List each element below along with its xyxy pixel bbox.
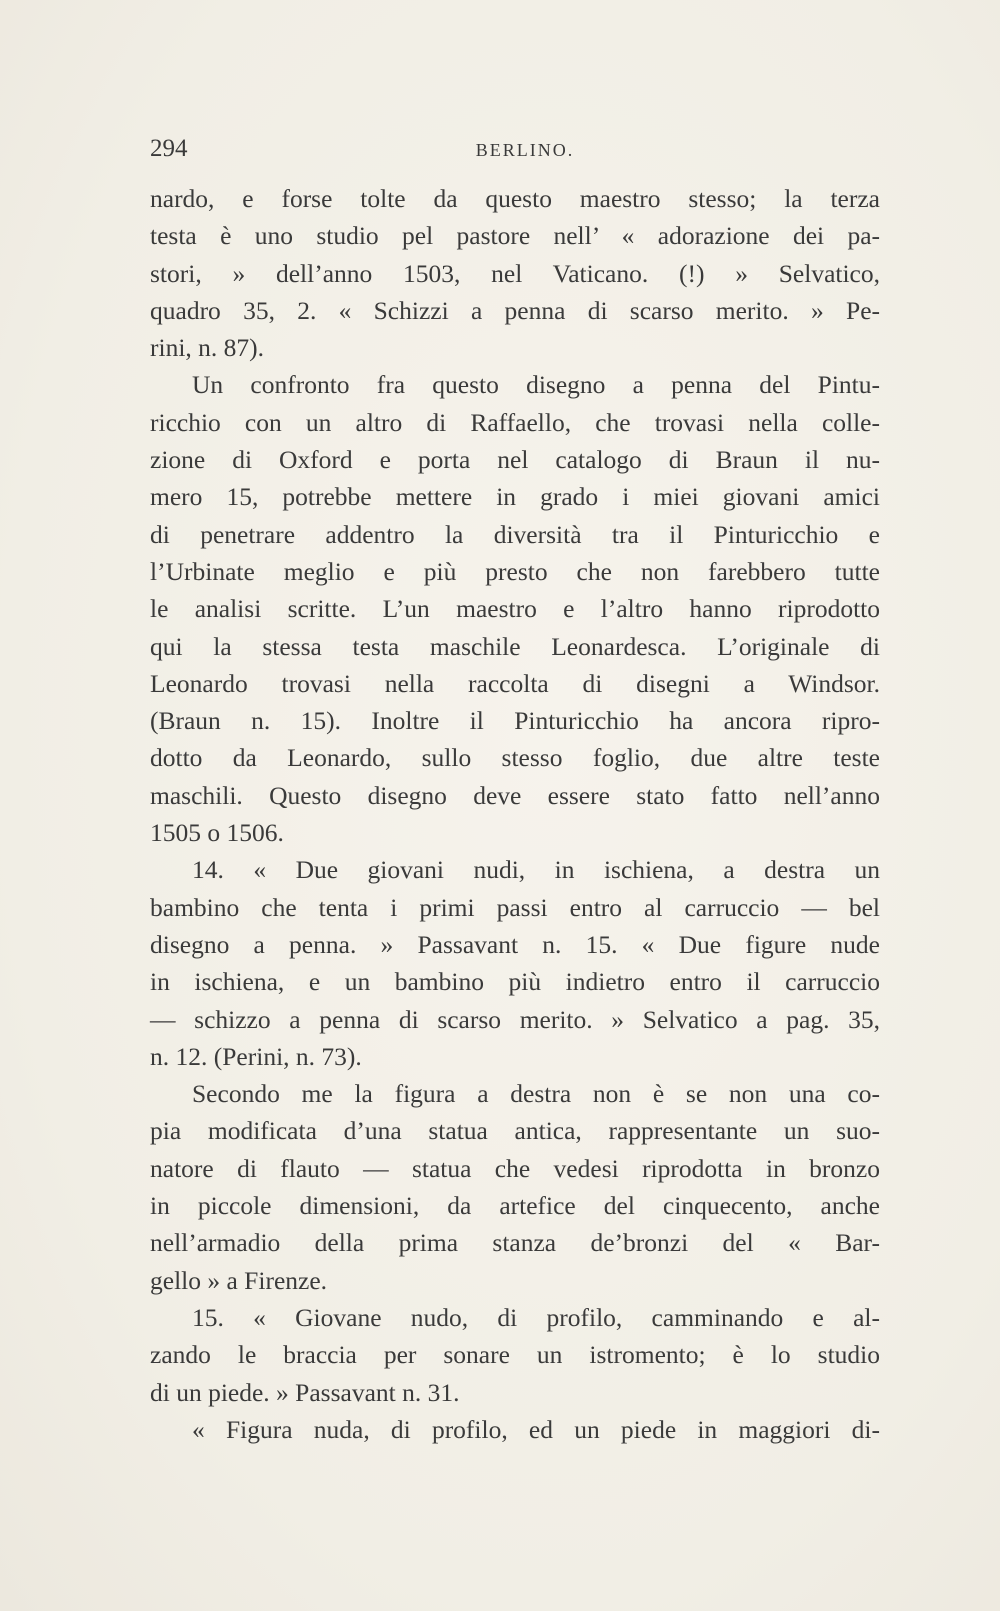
text-line: — schizzo a penna di scarso merito. » Selvatico a pag. 35, (150, 1004, 880, 1034)
body-text (150, 180, 880, 1448)
text-line: stori, » dell’anno 1503, nel Vaticano. (!) » Selvatico, (150, 258, 880, 288)
text-line: Secondo me la figura a destra non è se non una co- (192, 1079, 880, 1109)
page-number: 294 (150, 135, 188, 162)
text-line: mero 15, potrebbe mettere in grado i miei giovani amici (150, 482, 880, 512)
text-line: testa è uno studio pel pastore nell’ « adorazione dei pa- (150, 221, 880, 251)
text-line: in piccole dimensioni, da artefice del cinquecento, anche (150, 1191, 880, 1221)
text-line: in ischiena, e un bambino più indietro entro il carruccio (150, 967, 880, 997)
text-line: ricchio con un altro di Raffaello, che trovasi nella colle- (150, 407, 880, 437)
text-line: l’Urbinate meglio e più presto che non farebbero tutte (150, 556, 880, 586)
text-line: Un confronto fra questo disegno a penna del Pintu- (192, 370, 880, 400)
text-line: « Figura nuda, di profilo, ed un piede in maggiori di- (192, 1414, 880, 1444)
text-line: 15. « Giovane nudo, di profilo, camminando e al- (192, 1302, 880, 1332)
text-line: le analisi scritte. L’un maestro e l’altro hanno riprodotto (150, 594, 880, 624)
running-head: BERLINO. (475, 140, 575, 160)
text-line: zando le braccia per sonare un istromento; è lo studio (150, 1340, 880, 1370)
text-line: rini, n. 87). (150, 333, 265, 363)
text-line: n. 12. (Perini, n. 73). (150, 1041, 362, 1071)
text-line: di penetrare addentro la diversità tra il Pinturicchio e (150, 519, 880, 549)
text-line: (Braun n. 15). Inoltre il Pinturicchio ha ancora ripro- (150, 706, 880, 736)
text-line: Leonardo trovasi nella raccolta di disegni a Windsor. (150, 668, 880, 698)
text-line: natore di flauto — statua che vedesi riprodotta in bronzo (150, 1153, 880, 1183)
text-line: pia modificata d’una statua antica, rappresentante un suo- (150, 1116, 880, 1146)
text-line: disegno a penna. » Passavant n. 15. « Due figure nude (150, 929, 880, 959)
text-line: 14. « Due giovani nudi, in ischiena, a destra un (192, 855, 880, 885)
text-line: 1505 o 1506. (150, 818, 284, 848)
text-line: quadro 35, 2. « Schizzi a penna di scarso merito. » Pe- (150, 295, 880, 325)
text-line: nardo, e forse tolte da questo maestro stesso; la terza (150, 184, 880, 213)
text-line: zione di Oxford e porta nel catalogo di Braun il nu- (150, 445, 880, 475)
page-header (150, 132, 880, 166)
text-line: dotto da Leonardo, sullo stesso foglio, due altre teste (150, 743, 880, 773)
text-line: gello » a Firenze. (150, 1265, 328, 1295)
text-line: di un piede. » Passavant n. 31. (150, 1377, 460, 1407)
text-line: nell’armadio della prima stanza de’bronzi del « Bar- (150, 1228, 880, 1258)
text-line: bambino che tenta i primi passi entro al carruccio — bel (150, 892, 880, 922)
text-line: maschili. Questo disegno deve essere stato fatto nell’anno (150, 780, 880, 810)
text-line: qui la stessa testa maschile Leonardesca. L’originale di (150, 631, 880, 661)
